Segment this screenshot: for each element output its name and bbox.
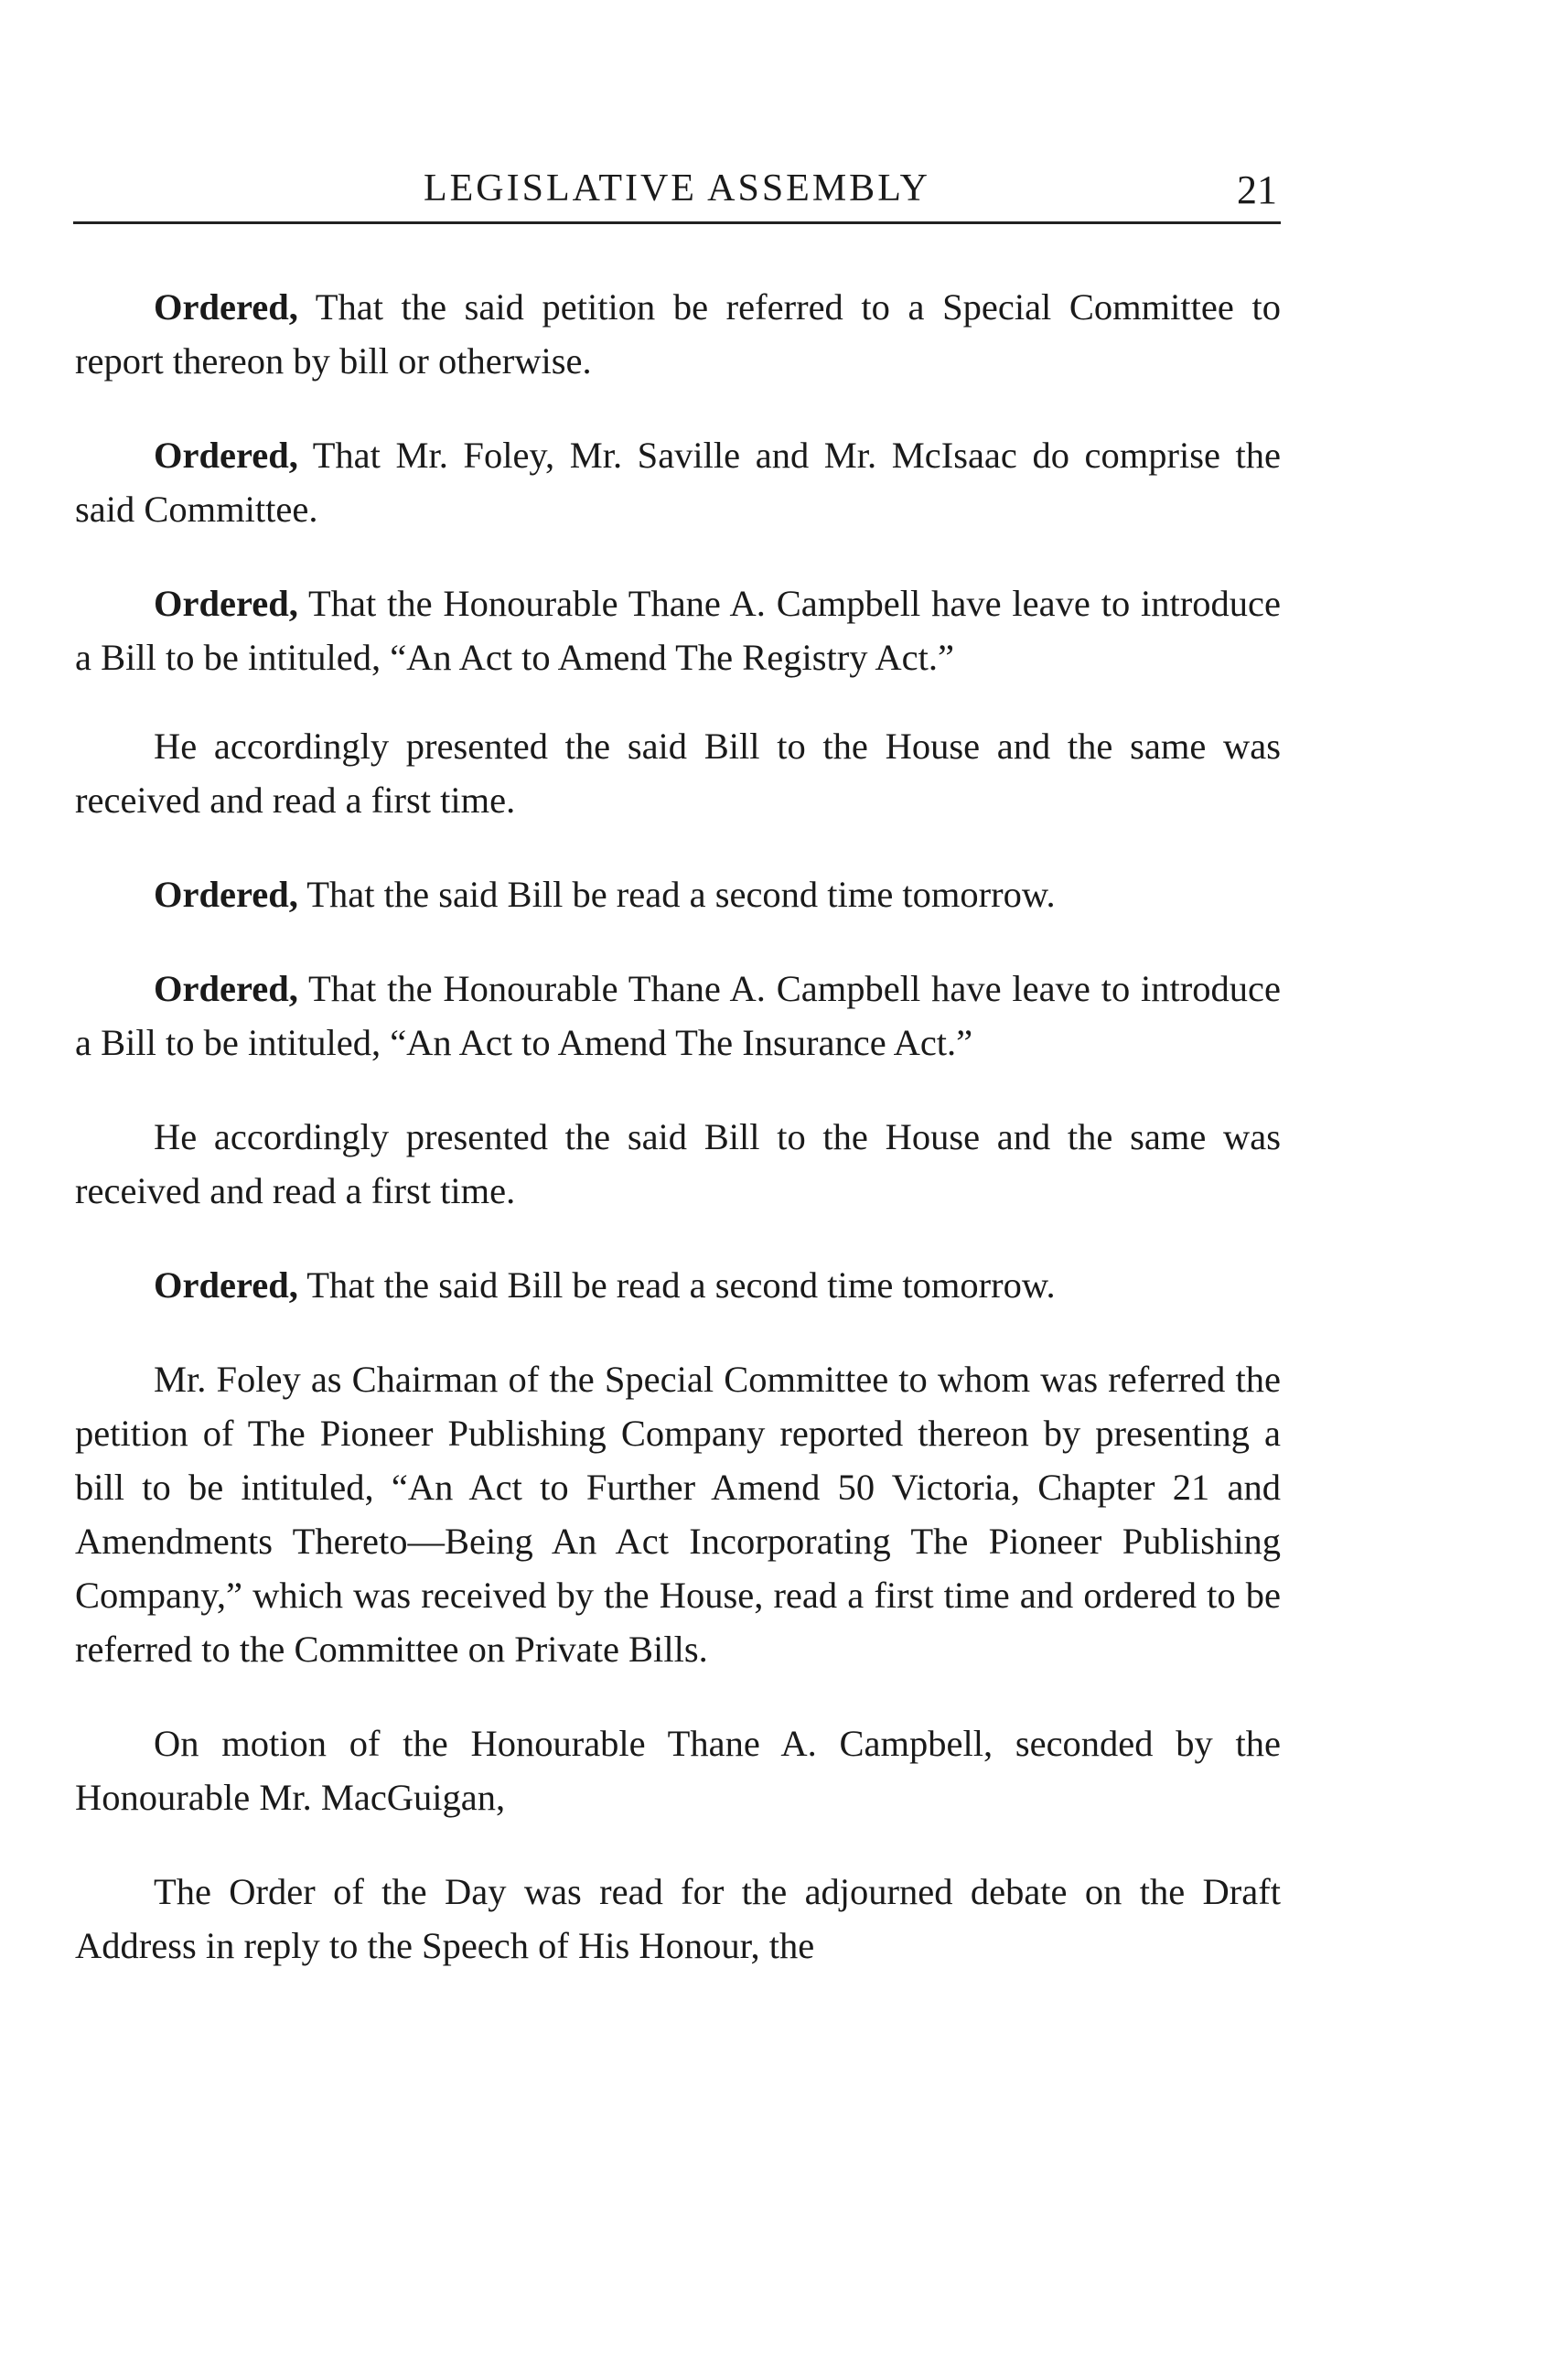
- paragraph-text: That the Honourable Thane A. Campbell have leave to introduce a Bill to be intituled, “An Act to Amend The Registry Act.”: [75, 583, 1281, 678]
- paragraph-text: He accordingly presented the said Bill to the House and the same was received and read a first time.: [75, 726, 1281, 821]
- paragraph-ordered-second-reading-1: [75, 867, 1281, 921]
- paragraph-text: He accordingly presented the said Bill to the House and the same was received and read a first time.: [75, 1116, 1281, 1211]
- paragraph-text: The Order of the Day was read for the adjourned debate on the Draft Address in reply to the Speech of His Honour, the: [75, 1871, 1281, 1966]
- paragraph-foley-report: [75, 1352, 1281, 1676]
- ordered-lead: Ordered,: [154, 435, 298, 476]
- paragraph-text: On motion of the Honourable Thane A. Campbell, seconded by the Honourable Mr. MacGuigan,: [75, 1723, 1281, 1818]
- paragraph-ordered-registry-act: [75, 576, 1281, 684]
- paragraph-presented-insurance-bill: [75, 1110, 1281, 1218]
- ordered-lead: Ordered,: [154, 968, 298, 1009]
- ordered-lead: Ordered,: [154, 1264, 298, 1306]
- paragraph-motion-campbell: [75, 1716, 1281, 1824]
- paragraph-ordered-petition-referred: [75, 280, 1281, 388]
- paragraph-ordered-insurance-act: [75, 962, 1281, 1070]
- paragraph-text: That the said Bill be read a second time tomorrow.: [297, 1264, 1056, 1306]
- paragraph-presented-registry-bill: [75, 719, 1281, 827]
- paragraph-text: Mr. Foley as Chairman of the Special Committee to whom was referred the petition of The Pioneer Publishing Company reported thereon by presenting a bill to be intituled, “An Act to Further Amend 50 Victoria, Chapter 21 and Amendments Thereto—Being An Act Incorporating The Pioneer Publishing Company,” which was received by the House, read a first time and ordered to be referred to the Committee on Private Bills.: [75, 1359, 1281, 1670]
- page-number: 21: [1237, 167, 1277, 212]
- ordered-lead: Ordered,: [154, 286, 298, 328]
- paragraph-order-of-the-day: [75, 1865, 1281, 1973]
- paragraph-ordered-second-reading-2: [75, 1258, 1281, 1312]
- page-body: [75, 280, 1281, 2013]
- paragraph-text: That the Honourable Thane A. Campbell have leave to introduce a Bill to be intituled, “An Act to Amend The Insurance Act.”: [75, 968, 1281, 1063]
- ordered-lead: Ordered,: [154, 874, 298, 915]
- running-title: LEGISLATIVE ASSEMBLY: [424, 167, 930, 210]
- paragraph-text: That the said Bill be read a second time tomorrow.: [297, 874, 1056, 915]
- paragraph-text: That the said petition be referred to a Special Committee to report thereon by bill or otherwise.: [75, 286, 1281, 382]
- paragraph-text: That Mr. Foley, Mr. Saville and Mr. McIsaac do comprise the said Committee.: [75, 435, 1281, 530]
- ordered-lead: Ordered,: [154, 583, 298, 624]
- page-header: [73, 165, 1281, 224]
- paragraph-ordered-committee-members: [75, 428, 1281, 536]
